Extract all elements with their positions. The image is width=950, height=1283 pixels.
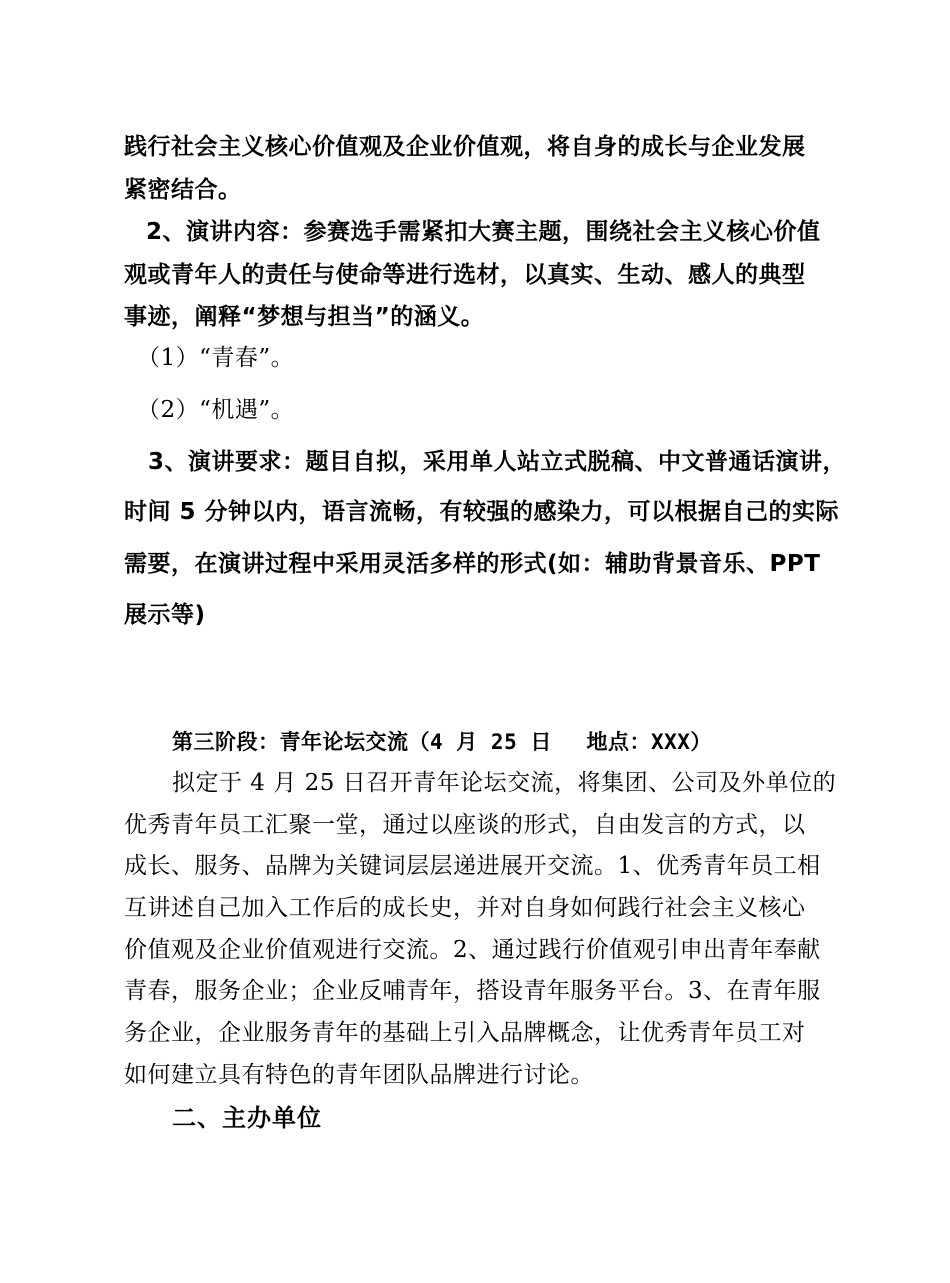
topic-item: （1）“青春”。 [137,345,295,371]
body-line: 青春，服务企业；企业反哺青年，搭设青年服务平台。3、在青年服 [124,978,821,1004]
stage3-heading: 第三阶段：青年论坛交流（4 月 25 日 地点：XXX） [172,730,712,754]
body-line: 成长、服务、品牌为关键词层层递进展开交流。1、优秀青年员工相 [124,853,821,879]
body-line: 事迹，阐释“梦想与担当”的涵义。 [124,304,485,330]
body-line: 优秀青年员工汇聚一堂，通过以座谈的形式，自由发言的方式，以 [124,812,806,838]
topic-item: （2）“机遇”。 [137,397,295,423]
stage3-paragraph: 拟定于 4 月 25 日召开青年论坛交流，将集团、公司及外单位的 [172,770,837,796]
body-line: 互讲述自己加入工作后的成长史，并对自身如何践行社会主义核心 [124,895,806,921]
body-line: 务企业，企业服务青年的基础上引入品牌概念，让优秀青年员工对 [124,1020,806,1046]
section-heading: 二、主办单位 [172,1104,322,1132]
body-line: 需要，在演讲过程中采用灵活多样的形式(如：辅助背景音乐、PPT [124,551,821,577]
speech-content-paragraph: 2、演讲内容：参赛选手需紧扣大赛主题，围绕社会主义核心价值 [146,219,821,245]
body-line: 紧密结合。 [124,177,242,203]
body-line: 价值观及企业价值观进行交流。2、通过践行价值观引申出青年奉献 [124,937,821,963]
body-line: 践行社会主义核心价值观及企业价值观，将自身的成长与企业发展 [124,134,806,160]
speech-requirements-paragraph: 3、演讲要求：题目自拟，采用单人站立式脱稿、中文普通话演讲， [148,449,847,475]
body-line: 展示等) [124,602,206,628]
body-line: 如何建立具有特色的青年团队品牌进行讨论。 [124,1062,594,1088]
body-line: 观或青年人的责任与使命等进行选材，以真实、生动、感人的典型 [124,262,806,288]
body-line: 时间 5 分钟以内，语言流畅，有较强的感染力，可以根据自己的实际 [124,499,840,525]
